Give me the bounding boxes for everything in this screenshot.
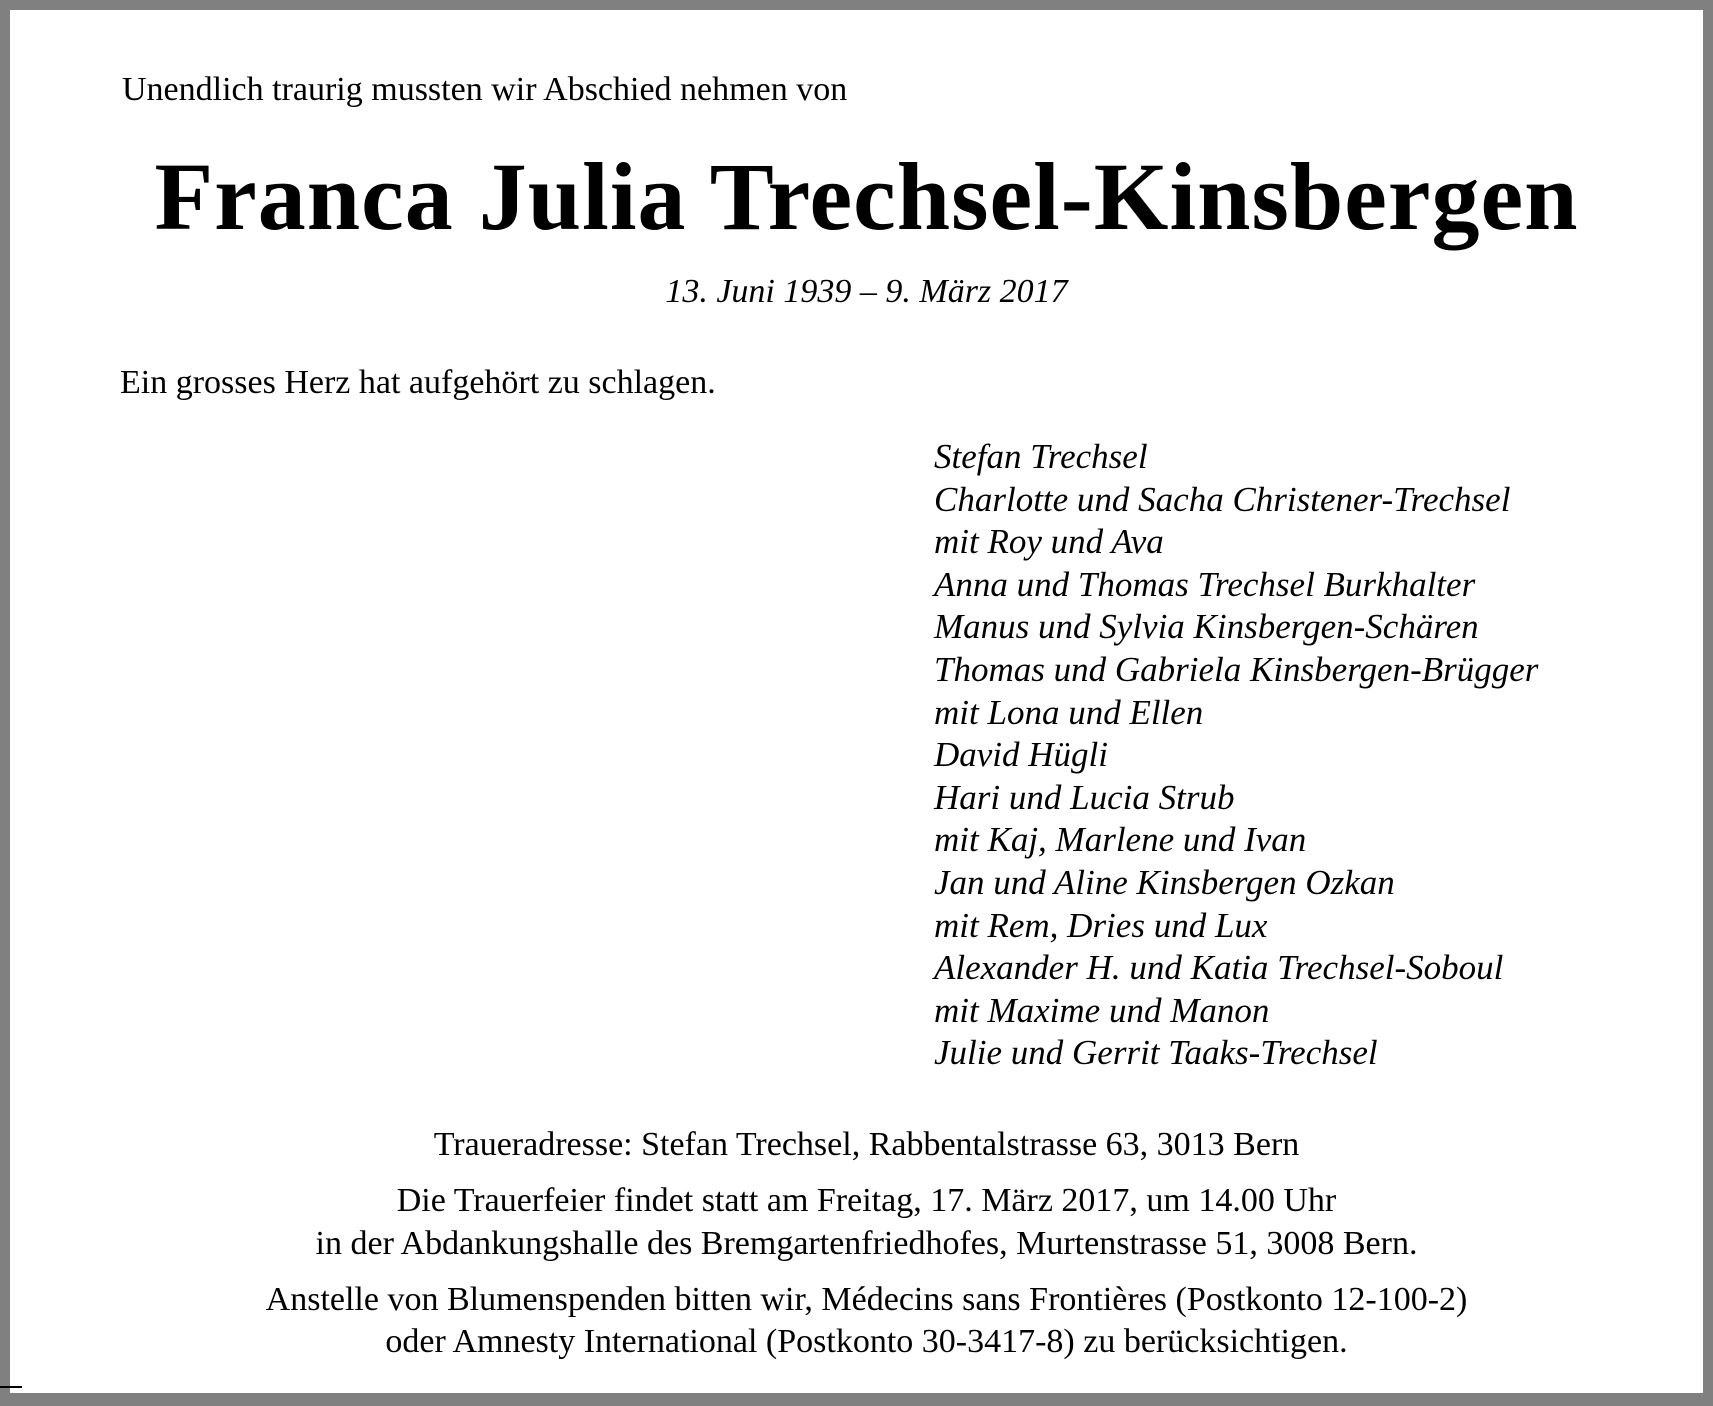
mourner-line: Julie und Gerrit Taaks-Trechsel [934,1033,1378,1073]
intro-text: Unendlich traurig mussten wir Abschied nehmen von [122,71,848,108]
mourner-line: mit Kaj, Marlene und Ivan [934,820,1307,860]
deceased-name: Franca Julia Trechsel-Kinsbergen [154,143,1579,250]
mourner-line: Anna und Thomas Trechsel Burkhalter [934,564,1476,604]
donation-info-line-2: oder Amnesty International (Postkonto 30-3417-8) zu berücksichtigen. [385,1323,1348,1360]
mourner-line: Charlotte und Sacha Christener-Trechsel [934,479,1511,519]
mourner-line: Thomas und Gabriela Kinsbergen-Brügger [934,649,1539,689]
mourner-line: mit Roy und Ava [934,522,1164,562]
mourner-line: Hari und Lucia Strub [934,777,1235,817]
mourning-address: Traueradresse: Stefan Trechsel, Rabbentalstrasse 63, 3013 Bern [433,1126,1300,1163]
mourner-line: Stefan Trechsel [934,437,1148,476]
mourner-line: Alexander H. und Katia Trechsel-Soboul [934,948,1504,988]
life-dates: 13. Juni 1939 – 9. März 2017 [665,273,1068,310]
heart-phrase: Ein grosses Herz hat aufgehört zu schlagen. [120,364,716,401]
donation-info-line-1: Anstelle von Blumenspenden bitten wir, Médecins sans Frontières (Postkonto 12-100-2) [265,1281,1468,1318]
edge-mark [0,1386,22,1388]
mourners-list [934,436,1538,1075]
funeral-info-line-2: in der Abdankungshalle des Bremgartenfriedhofes, Murtenstrasse 51, 3008 Bern. [315,1225,1418,1262]
mourner-line: mit Lona und Ellen [934,692,1204,732]
funeral-info-line-1: Die Trauerfeier findet statt am Freitag, 17. März 2017, um 14.00 Uhr [396,1182,1337,1219]
mourner-line: mit Rem, Dries und Lux [934,905,1268,945]
mourner-line: David Hügli [934,735,1109,775]
mourner-line: mit Maxime und Manon [934,990,1270,1030]
mourner-line: Jan und Aline Kinsbergen Ozkan [934,862,1395,902]
mourner-line: Manus und Sylvia Kinsbergen-Schären [934,607,1479,647]
